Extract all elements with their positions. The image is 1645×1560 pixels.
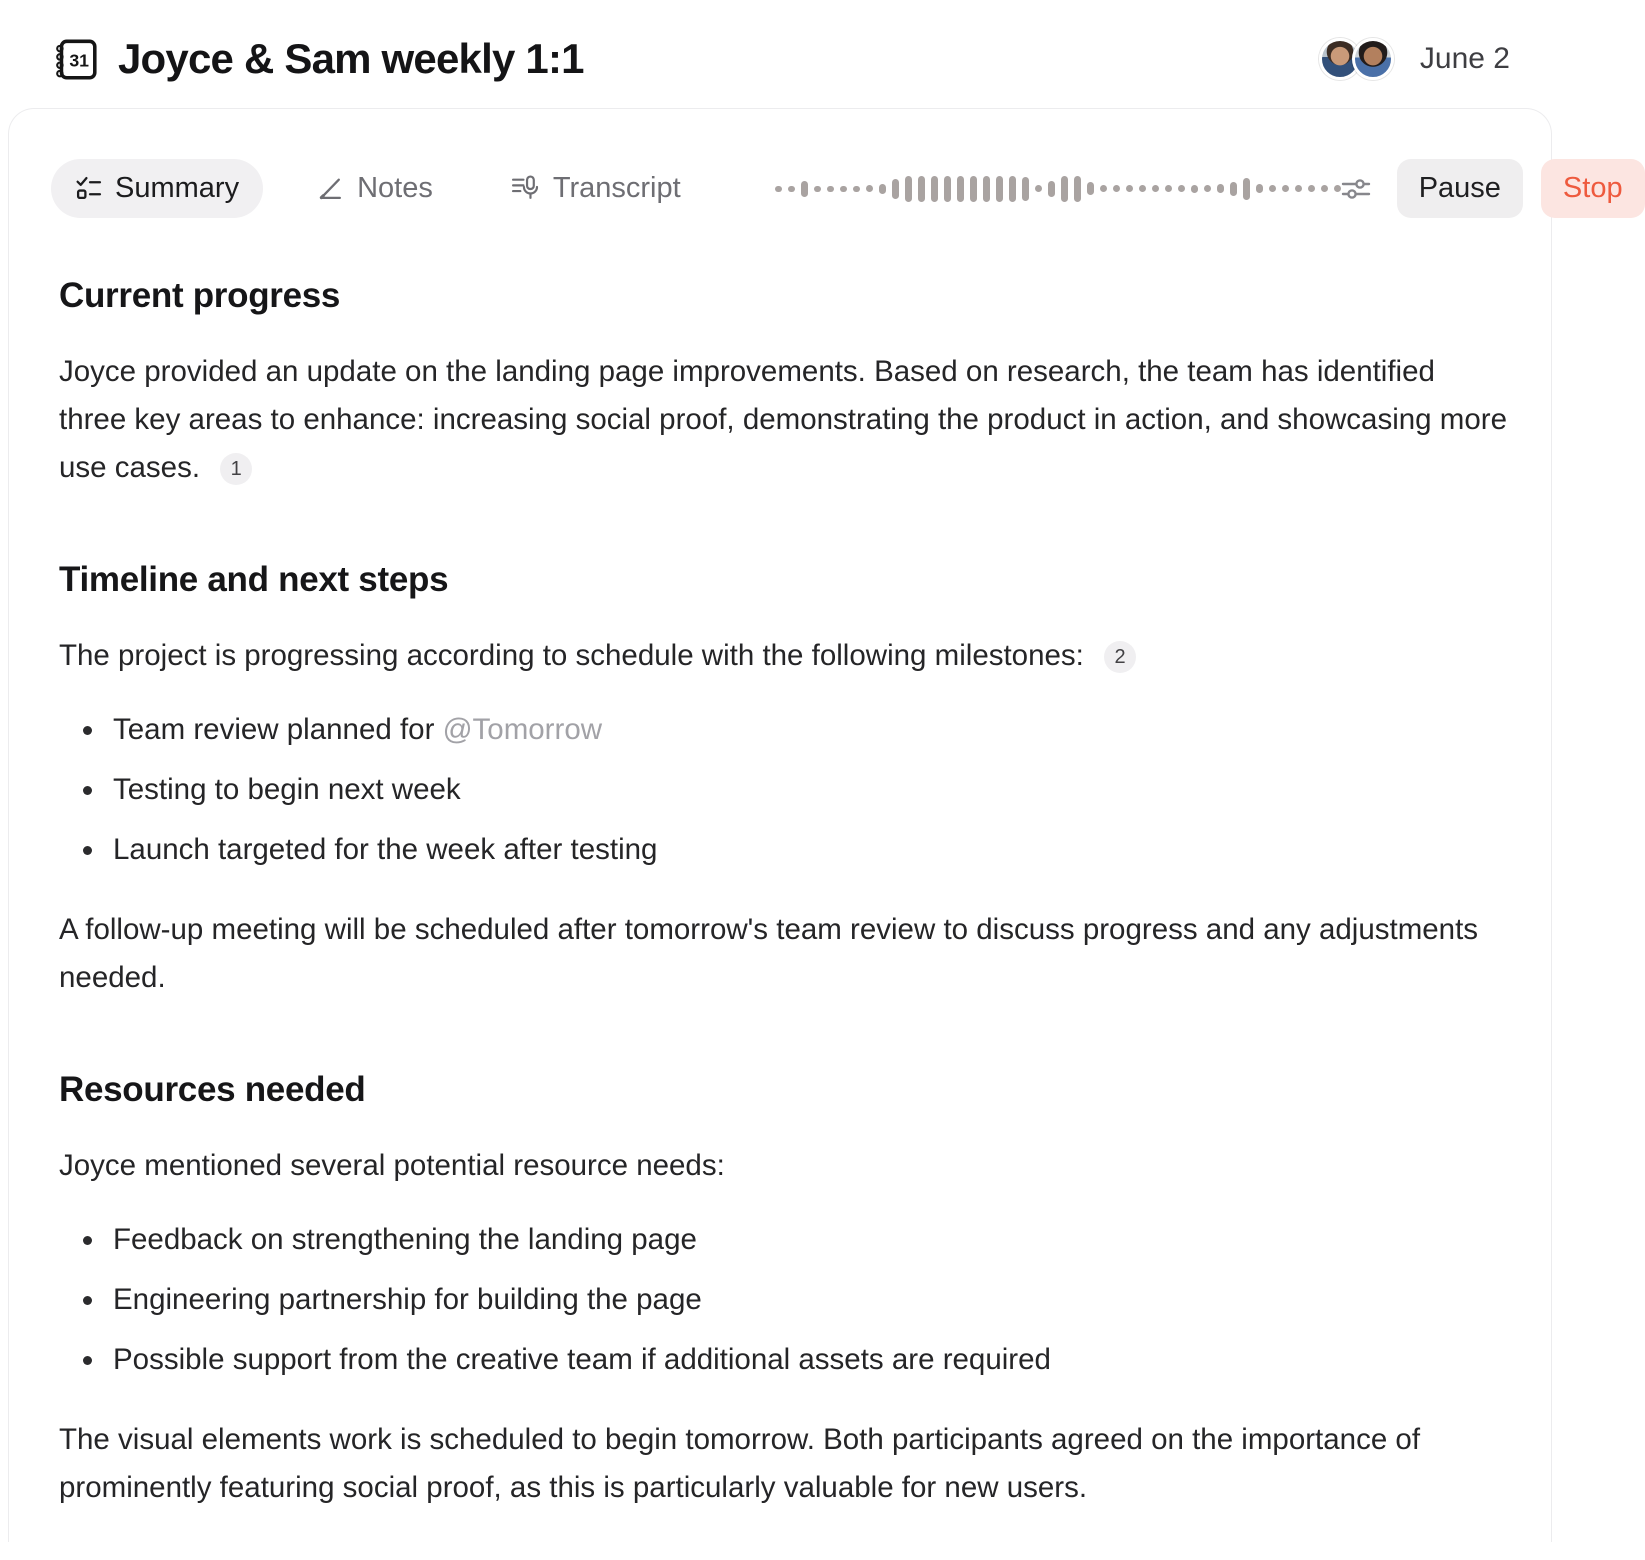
list-item-text: Team review planned for: [113, 713, 443, 746]
audio-settings-icon[interactable]: [1341, 174, 1371, 204]
waveform-bar: [1165, 185, 1172, 192]
paragraph-text: A follow-up meeting will be scheduled after tomorrow's team review to discuss progress and any adjustments needed.: [59, 913, 1479, 994]
waveform-bar: [1087, 182, 1094, 195]
waveform-bar: [1230, 182, 1237, 196]
waveform-bar: [996, 176, 1003, 202]
waveform-bar: [788, 186, 795, 192]
waveform-bar: [1126, 185, 1133, 192]
waveform-bar: [1061, 176, 1068, 202]
waveform-bar: [1269, 185, 1276, 192]
waveform-bar: [1139, 185, 1146, 192]
header: [0, 0, 1560, 108]
waveform-bar: [1191, 185, 1198, 193]
paragraph-text: The project is progressing according to schedule with the following milestones:: [59, 639, 1084, 672]
waveform-bar: [1113, 185, 1120, 192]
waveform-bar: [905, 176, 912, 202]
waveform-bar: [840, 186, 847, 192]
paragraph: [59, 348, 1509, 492]
list-item-text: Feedback on strengthening the landing page: [113, 1223, 697, 1256]
meeting-date: June 2: [1419, 42, 1510, 75]
tab-label: Transcript: [552, 172, 681, 204]
waveform-bar: [918, 176, 925, 202]
waveform-bar: [1217, 184, 1224, 193]
meeting-notes-card: [8, 108, 1623, 1542]
section-heading: Timeline and next steps: [59, 560, 449, 599]
title-group: [50, 34, 584, 84]
date-mention[interactable]: @Tomorrow: [442, 713, 603, 746]
section: [51, 1070, 1509, 1512]
section: [51, 560, 1509, 1002]
pause-button[interactable]: Pause: [1397, 159, 1523, 218]
waveform-bar: [1048, 181, 1055, 197]
waveform-bar: [801, 181, 808, 197]
waveform-bar: [1035, 185, 1042, 192]
waveform-bar: [775, 186, 782, 192]
list-item-text: Launch targeted for the week after testing: [113, 833, 658, 866]
list-item: [107, 1336, 1509, 1384]
toolbar: [51, 159, 1623, 218]
section-heading: Current progress: [59, 276, 341, 315]
list-item: [107, 1216, 1509, 1264]
svg-text:31: 31: [69, 50, 90, 71]
waveform-bar: [1074, 176, 1081, 202]
waveform-bar: [827, 186, 834, 192]
header-right: [1319, 38, 1510, 80]
summary-content: [51, 276, 1509, 1552]
section: [51, 276, 1509, 492]
waveform-bar: [866, 185, 873, 192]
waveform-bar: [983, 176, 990, 202]
checklist-icon: [75, 175, 102, 202]
tab-summary[interactable]: [51, 159, 263, 218]
tab-notes[interactable]: [293, 159, 457, 218]
list-item: [107, 706, 1509, 754]
waveform-bar: [1204, 185, 1211, 192]
paragraph: [59, 906, 1509, 1002]
citation-badge[interactable]: 2: [1104, 641, 1136, 673]
list-item-text: Possible support from the creative team if additional assets are required: [113, 1343, 1051, 1376]
waveform-bar: [1321, 185, 1328, 192]
pencil-icon: [317, 175, 344, 202]
attendee-avatar-2[interactable]: [1352, 38, 1394, 80]
waveform-bar: [1243, 178, 1250, 200]
mic-lines-icon: [511, 174, 540, 203]
waveform-bar: [814, 186, 821, 192]
waveform-bar: [1152, 185, 1159, 192]
paragraph: [59, 1142, 1509, 1190]
tab-transcript[interactable]: [487, 159, 705, 218]
tab-label: Notes: [357, 172, 433, 204]
bullet-list: [59, 706, 1509, 874]
audio-waveform: [775, 173, 1341, 205]
calendar-icon: [50, 34, 100, 84]
paragraph-text: The visual elements work is scheduled to begin tomorrow. Both participants agreed on the importance of prominently featuring social proof, as this is particularly valuable for new users.: [59, 1423, 1421, 1504]
waveform-bar: [1009, 176, 1016, 202]
waveform-bar: [1100, 185, 1107, 192]
paragraph-text: Joyce provided an update on the landing page improvements. Based on research, the team has identified three key areas to enhance: increasing social proof, demonstrating the product in action, and showcasing more use cases.: [59, 355, 1507, 484]
paragraph: [59, 632, 1509, 680]
avatar-group[interactable]: [1319, 38, 1394, 80]
paragraph-text: Joyce mentioned several potential resource needs:: [59, 1149, 725, 1182]
waveform-bar: [931, 176, 938, 202]
waveform-bar: [944, 176, 951, 202]
list-item: [107, 826, 1509, 874]
waveform-bar: [957, 176, 964, 202]
list-item-text: Testing to begin next week: [113, 773, 461, 806]
waveform-bar: [1256, 184, 1263, 193]
waveform-bar: [1295, 185, 1302, 192]
page-title: Joyce & Sam weekly 1:1: [118, 35, 584, 82]
section-heading: Resources needed: [59, 1070, 366, 1109]
waveform-bar: [1282, 185, 1289, 192]
list-item-text: Engineering partnership for building the page: [113, 1283, 702, 1316]
waveform-bar: [1334, 185, 1341, 192]
stop-button[interactable]: Stop: [1541, 159, 1645, 218]
waveform-bar: [1308, 185, 1315, 192]
waveform-bar: [1022, 177, 1029, 201]
waveform-bar: [970, 176, 977, 202]
citation-badge[interactable]: 1: [220, 453, 252, 485]
waveform-bar: [1178, 185, 1185, 192]
list-item: [107, 1276, 1509, 1324]
waveform-bar: [892, 179, 899, 199]
list-item: [107, 766, 1509, 814]
tab-bar: [51, 159, 705, 218]
paragraph: [59, 1416, 1509, 1512]
waveform-bar: [879, 184, 886, 194]
waveform-bar: [853, 186, 860, 192]
bullet-list: [59, 1216, 1509, 1384]
tab-label: Summary: [115, 172, 240, 204]
